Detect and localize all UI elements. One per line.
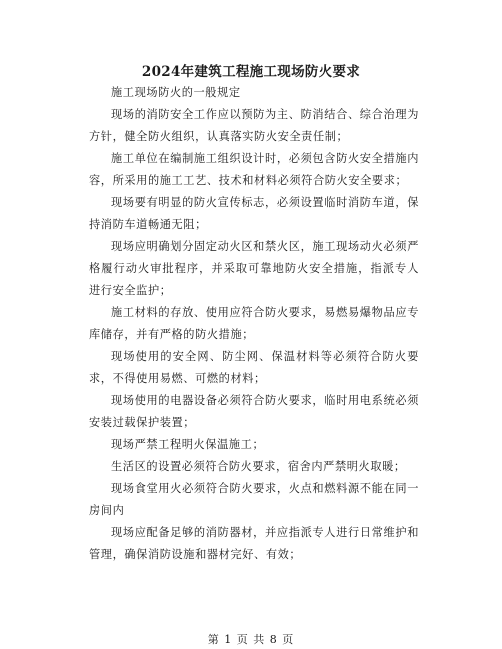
paragraph: 现场的消防安全工作应以预防为主、防消结合、综合治理为方针，健全防火组织，认真落实防火安全责任制； bbox=[89, 108, 419, 143]
paragraph: 施工单位在编制施工组织设计时，必须包含防火安全措施内容，所采用的施工工艺、技术和材料必须符合防火安全要求； bbox=[89, 152, 419, 187]
paragraph: 现场使用的电器设备必须符合防火要求，临时用电系统必须安装过载保护装置； bbox=[89, 394, 419, 429]
paragraph: 现场应明确划分固定动火区和禁火区，施工现场动火必须严格履行动火审批程序，并采取可靠地防火安全措施，指派专人进行安全监护； bbox=[89, 240, 419, 297]
paragraph: 现场应配备足够的消防器材，并应指派专人进行日常维护和管理，确保消防设施和器材完好、有效； bbox=[89, 526, 419, 561]
paragraph: 生活区的设置必须符合防火要求，宿舍内严禁明火取暖； bbox=[111, 460, 406, 473]
page-number-footer: 第 1 页 共 8 页 bbox=[207, 633, 295, 646]
paragraph: 现场要有明显的防火宣传标志，必须设置临时消防车道，保持消防车道畅通无阻； bbox=[89, 196, 419, 231]
document-body bbox=[89, 82, 419, 566]
paragraph: 现场严禁工程明火保温施工； bbox=[111, 438, 265, 451]
paragraph: 施工材料的存放、使用应符合防火要求，易燃易爆物品应专库储存，并有严格的防火措施； bbox=[89, 306, 419, 341]
paragraph: 现场食堂用火必须符合防火要求，火点和燃料源不能在同一房间内 bbox=[89, 482, 419, 517]
paragraph: 现场使用的安全网、防尘网、保温材料等必须符合防火要求，不得使用易燃、可燃的材料； bbox=[89, 350, 419, 385]
document-title: 2024年建筑工程施工现场防火要求 bbox=[141, 64, 361, 80]
section-heading: 施工现场防火的一般规定 bbox=[111, 86, 241, 99]
